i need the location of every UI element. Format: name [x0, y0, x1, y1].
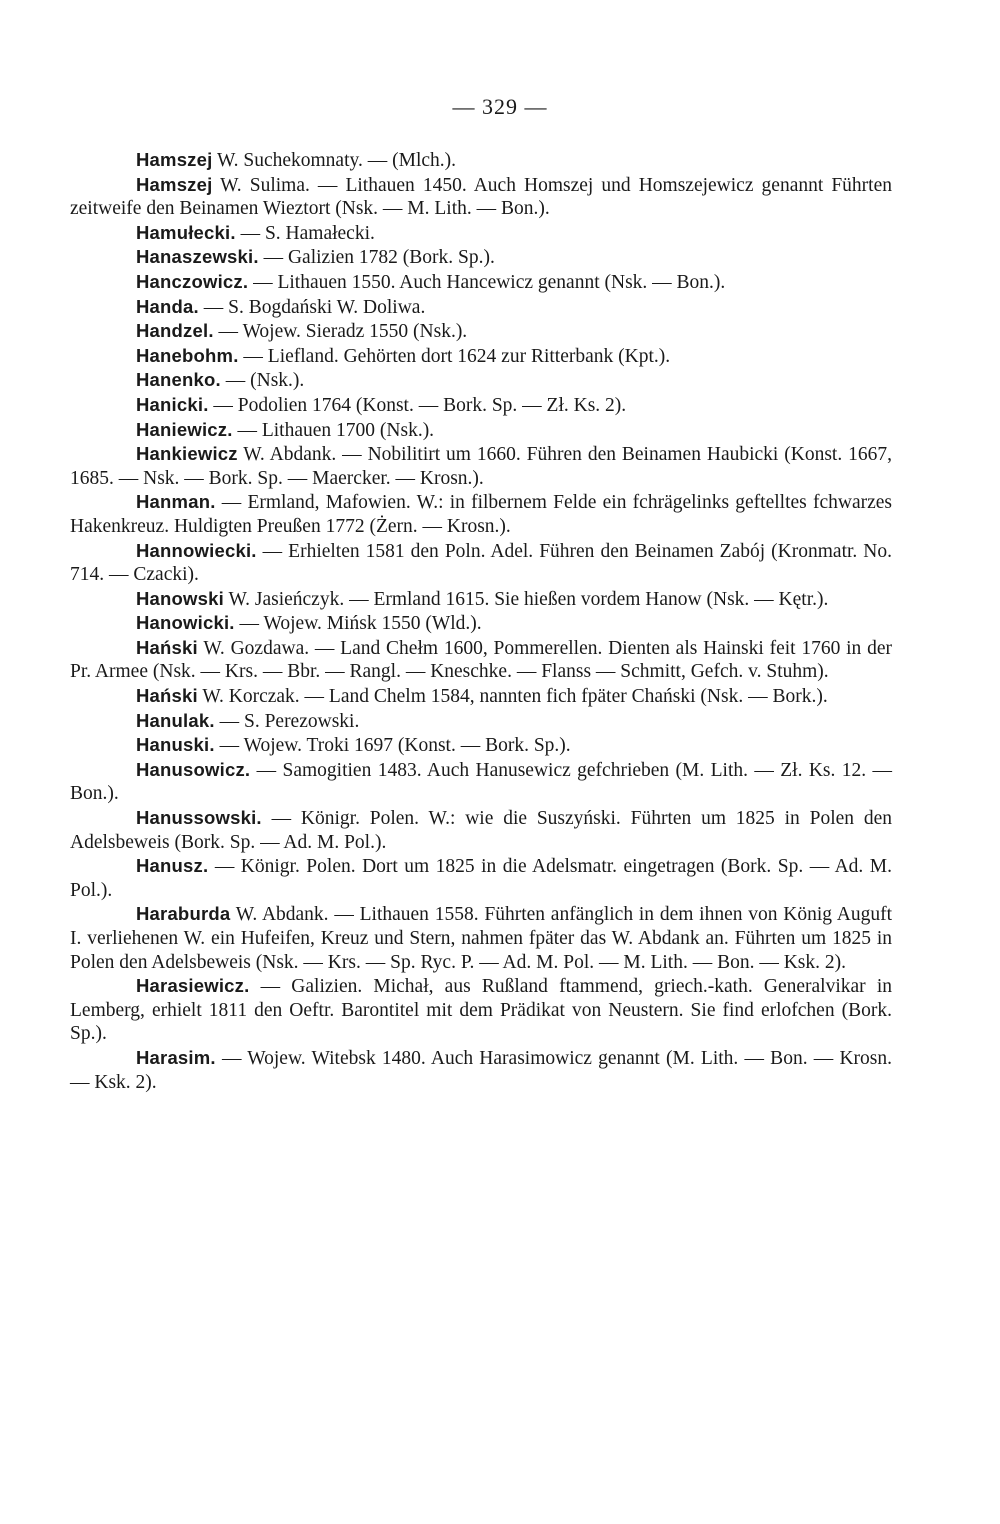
entry [70, 684, 892, 709]
entry-text: W. Gozdawa. — Land Chełm 1600, Pommerellen. Dienten als Hainski feit 1760 in der Pr. Armee (Nsk. — Krs. — Bbr. — Rangl. — Kneschke. — Flanss — Schmitt, Gefch. v. Stuhm). [70, 637, 892, 683]
entry-text: — (Nsk.). [220, 370, 305, 392]
entry-headword: Hanuski. [136, 734, 215, 756]
entry [70, 587, 892, 612]
entry-text: W. Sulima. — Lithauen 1450. Auch Homszej und Homszejewicz genannt Führten zeitweife den Beinamen Wieztort (Nsk. — M. Lith. — Bon.). [70, 174, 892, 220]
entry-text: — Wojew. Troki 1697 (Konst. — Bork. Sp.). [214, 735, 571, 757]
entry-text: — Lithauen 1700 (Nsk.). [232, 419, 435, 441]
entry [70, 295, 892, 320]
entry-headword: Hanowski [136, 587, 224, 609]
entry [70, 733, 892, 758]
entry-text: W. Korczak. — Land Chelm 1584, nannten fich fpäter Chański (Nsk. — Bork.). [197, 686, 828, 708]
entry [70, 854, 892, 902]
entry [70, 393, 892, 418]
entry-text: — Podolien 1764 (Konst. — Bork. Sp. — Zł. Ks. 2). [208, 394, 627, 416]
entry [70, 758, 892, 806]
entry-text: W. Abdank. — Nobilitirt um 1660. Führen den Beinamen Haubicki (Konst. 1667, 1685. — Nsk. — Bork. Sp. — Maercker. — Krosn.). [70, 444, 892, 489]
entry-headword: Hamułecki. [136, 221, 236, 243]
entry-headword: Handa. [136, 295, 199, 317]
entry-headword: Hamszej [136, 149, 213, 170]
entry-text: — Wojew. Mińsk 1550 (Wld.). [234, 613, 482, 635]
entry-headword: Harasiewicz. [136, 975, 250, 997]
entry [70, 806, 892, 854]
entry [70, 636, 892, 684]
entry-text: — Wojew. Witebsk 1480. Auch Harasimowicz genannt (M. Lith. — Bon. — Krosn. — Ksk. 2). [70, 1047, 892, 1093]
entry [70, 490, 892, 538]
entry-headword: Hanenko. [136, 369, 221, 391]
entry-text: — Wojew. Sieradz 1550 (Nsk.). [213, 321, 468, 343]
entry-text: — Samogitien 1483. Auch Hanusewicz gefchrieben (M. Lith. — Zł. Ks. 12. — Bon.). [70, 759, 892, 805]
entry [70, 221, 892, 246]
entry [70, 245, 892, 270]
entry-headword: Hanowicki. [136, 612, 235, 634]
entry-headword: Hański [136, 636, 198, 658]
entry [70, 418, 892, 443]
entry-text: W. Suchekomnaty. — (Mlch.). [212, 150, 457, 171]
entry-headword: Hanebohm. [136, 344, 239, 366]
entry [70, 319, 892, 344]
entry [70, 611, 892, 636]
entry [70, 974, 892, 1046]
entry-headword: Hannowiecki. [136, 539, 257, 561]
entry-headword: Haraburda [136, 903, 231, 925]
entry-headword: Hanulak. [136, 709, 215, 731]
entry-text: — S. Bogdański W. Doliwa. [198, 296, 426, 318]
entry-headword: Hanaszewski. [136, 246, 259, 268]
entry-text: — Galizien. Michał, aus Rußland ftammend, griech.-kath. Generalvikar in Lemberg, erhielt 1811 den Oeftr. Barontitel mit dem Prädikat von Neustern. Sie find erlofchen (Bork. Sp.). [70, 976, 892, 1045]
entry-text: — Königr. Polen. W.: wie die Suszyński. Führten um 1825 in Polen den Adelsbeweis (Bork. Sp. — Ad. M. Pol.). [70, 808, 892, 853]
entry-headword: Hański [136, 685, 198, 707]
entry-text: — Galizien 1782 (Bork. Sp.). [258, 247, 495, 269]
entry [70, 344, 892, 369]
entry [70, 902, 892, 974]
entry-headword: Harasim. [136, 1046, 216, 1068]
entry-headword: Haniewicz. [136, 418, 233, 440]
entry-headword: Hanusz. [136, 855, 209, 877]
entry-text: — Lithauen 1550. Auch Hancewicz genannt (Nsk. — Bon.). [248, 271, 726, 293]
entry-text: — S. Hamałecki. [235, 222, 375, 244]
entry-headword: Hanicki. [136, 393, 209, 415]
entry-text: — Liefland. Gehörten dort 1624 zur Ritterbank (Kpt.). [238, 345, 671, 367]
entry [70, 709, 892, 734]
entry-headword: Hanman. [136, 491, 216, 513]
entry-headword: Hanussowski. [136, 807, 262, 829]
entry-headword: Hanusowicz. [136, 758, 251, 780]
entry [70, 1046, 892, 1094]
entry-text: — S. Perezowski. [214, 710, 360, 732]
entry [70, 173, 892, 221]
entry-text: — Ermland, Mafowien. W.: in filbernem Felde ein fchrägelinks geftelltes fchwarzes Hakenkreuz. Huldigten Preußen 1772 (Żern. — Krosn.). [70, 492, 892, 537]
page-number: — 329 — [452, 94, 548, 119]
entry-headword: Hanczowicz. [136, 270, 249, 292]
entry [70, 442, 892, 490]
entry-headword: Hamszej [136, 173, 213, 195]
entry [70, 539, 892, 587]
entry-list [70, 148, 892, 1094]
entry-headword: Hankiewicz [136, 443, 238, 465]
entry-headword: Handzel. [136, 320, 214, 342]
entry [70, 368, 892, 393]
entry-text: — Erhielten 1581 den Poln. Adel. Führen den Beinamen Zabój (Kronmatr. No. 714. — Czacki). [70, 540, 892, 586]
entry-text: W. Jasieńczyk. — Ermland 1615. Sie hießen vordem Hanow (Nsk. — Kętr.). [223, 588, 829, 610]
entry-text: — Königr. Polen. Dort um 1825 in die Adelsmatr. eingetragen (Bork. Sp. — Ad. M. Pol.). [70, 856, 892, 901]
entry [70, 148, 892, 173]
entry-text: W. Abdank. — Lithauen 1558. Führten anfänglich in dem ihnen von König Auguft I. verliehenen W. ein Hufeifen, Kreuz und Stern, nahmen fpäter das W. Abdank an. Führten um 1825 in Polen den Adelsbeweis (Nsk. — Krs. — Sp. Ryc. P. — Ad. M. Pol. — M. Lith. — Bon. — Ksk. 2). [70, 904, 892, 973]
entry [70, 270, 892, 295]
